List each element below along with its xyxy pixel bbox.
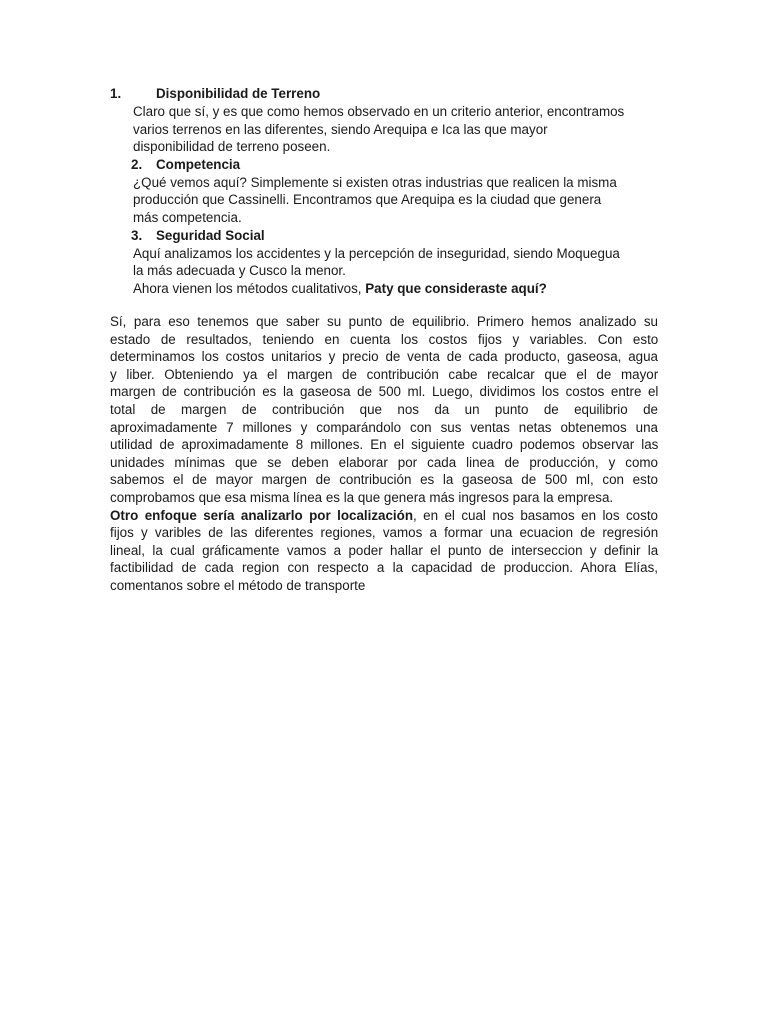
text-line: y liber. Obteniendo ya el margen de contribución cabe recalcar que el de mayor [110,366,659,382]
list-title: Disponibilidad de Terreno [156,86,321,101]
paragraph-localization [110,507,658,595]
text-plain: , en el cual nos basamos en los costo [413,507,658,523]
list-item-heading [110,85,670,103]
numbered-list [110,85,670,297]
list-title: Competencia [156,156,241,172]
text-line: factibilidad de cada region con respecto a la capacidad de produccion. Ahora Elías, [110,560,658,576]
list-number: 2. [131,156,143,172]
text-line: Aquí analizamos los accidentes y la percepción de inseguridad, siendo Moquegua [133,245,620,261]
text-line: disponibilidad de terreno poseen. [133,139,331,155]
text-line: fijos y varibles de las diferentes regiones, vamos a formar una ecuacion de regresión [110,525,659,541]
list-item-body [110,245,663,298]
list-title: Seguridad Social [156,227,265,243]
text-line: la más adecuada y Cusco la menor. [133,263,346,279]
text-line: utilidad de aproximadamente 8 millones. En el siguiente cuadro podemos observar las [110,437,659,453]
list-number: 3. [131,227,143,243]
localization-heading: Otro enfoque sería analizarlo por localización [110,507,414,523]
text-line [133,280,663,298]
text-line: sabemos el de mayor margen de contribución es la gaseosa de 500 ml, con esto [110,472,658,488]
text-plain: Ahora vienen los métodos cualitativos, [133,280,366,296]
text-line: producción que Cassinelli. Encontramos que Arequipa es la ciudad que genera [133,192,602,208]
text-line: varios terrenos en las diferentes, siendo Arequipa e Ica las que mayor [133,121,548,137]
list-item-heading [110,156,670,174]
text-line: unidades mínimas que se deben elaborar por cada linea de producción, y como [110,454,658,470]
text-line: Sí, para eso tenemos que saber su punto de equilibrio. Primero hemos analizado su [110,314,658,329]
list-item-body [110,103,663,156]
text-line: aproximadamente 7 millones y comparándolo con sus ventas netas obtenemos una [110,419,658,435]
text-line [110,507,658,525]
list-item-body [110,174,663,227]
text-line: estado de resultados, teniendo en cuenta los costos fijos y variables. Con esto [110,331,659,347]
list-item-heading [110,227,670,245]
question-to-paty: Paty que consideraste aquí? [365,280,547,296]
text-line: determinamos los costos unitarios y precio de venta de cada producto, gaseosa, agua [110,349,658,365]
text-line: lineal, la cual gráficamente vamos a poder hallar el punto de interseccion y definir la [110,542,659,558]
text-line: margen de contribución es la gaseosa de 500 ml. Luego, dividimos los costos entre el [110,384,659,400]
text-line: ¿Qué vemos aquí? Simplemente si existen otras industrias que realicen la misma [133,174,617,190]
body-paragraphs [110,313,658,595]
text-line: comprobamos que esa misma línea es la que genera más ingresos para la empresa. [110,489,614,505]
text-line: total de margen de contribución que nos da un punto de equilibrio de [110,401,658,417]
list-number: 1. [110,86,122,101]
text-line: más competencia. [133,209,242,225]
text-line: comentanos sobre el método de transporte [110,577,366,593]
paragraph-equilibrium [110,313,658,507]
text-line: Claro que sí, y es que como hemos observado en un criterio anterior, encontramos [133,104,625,119]
